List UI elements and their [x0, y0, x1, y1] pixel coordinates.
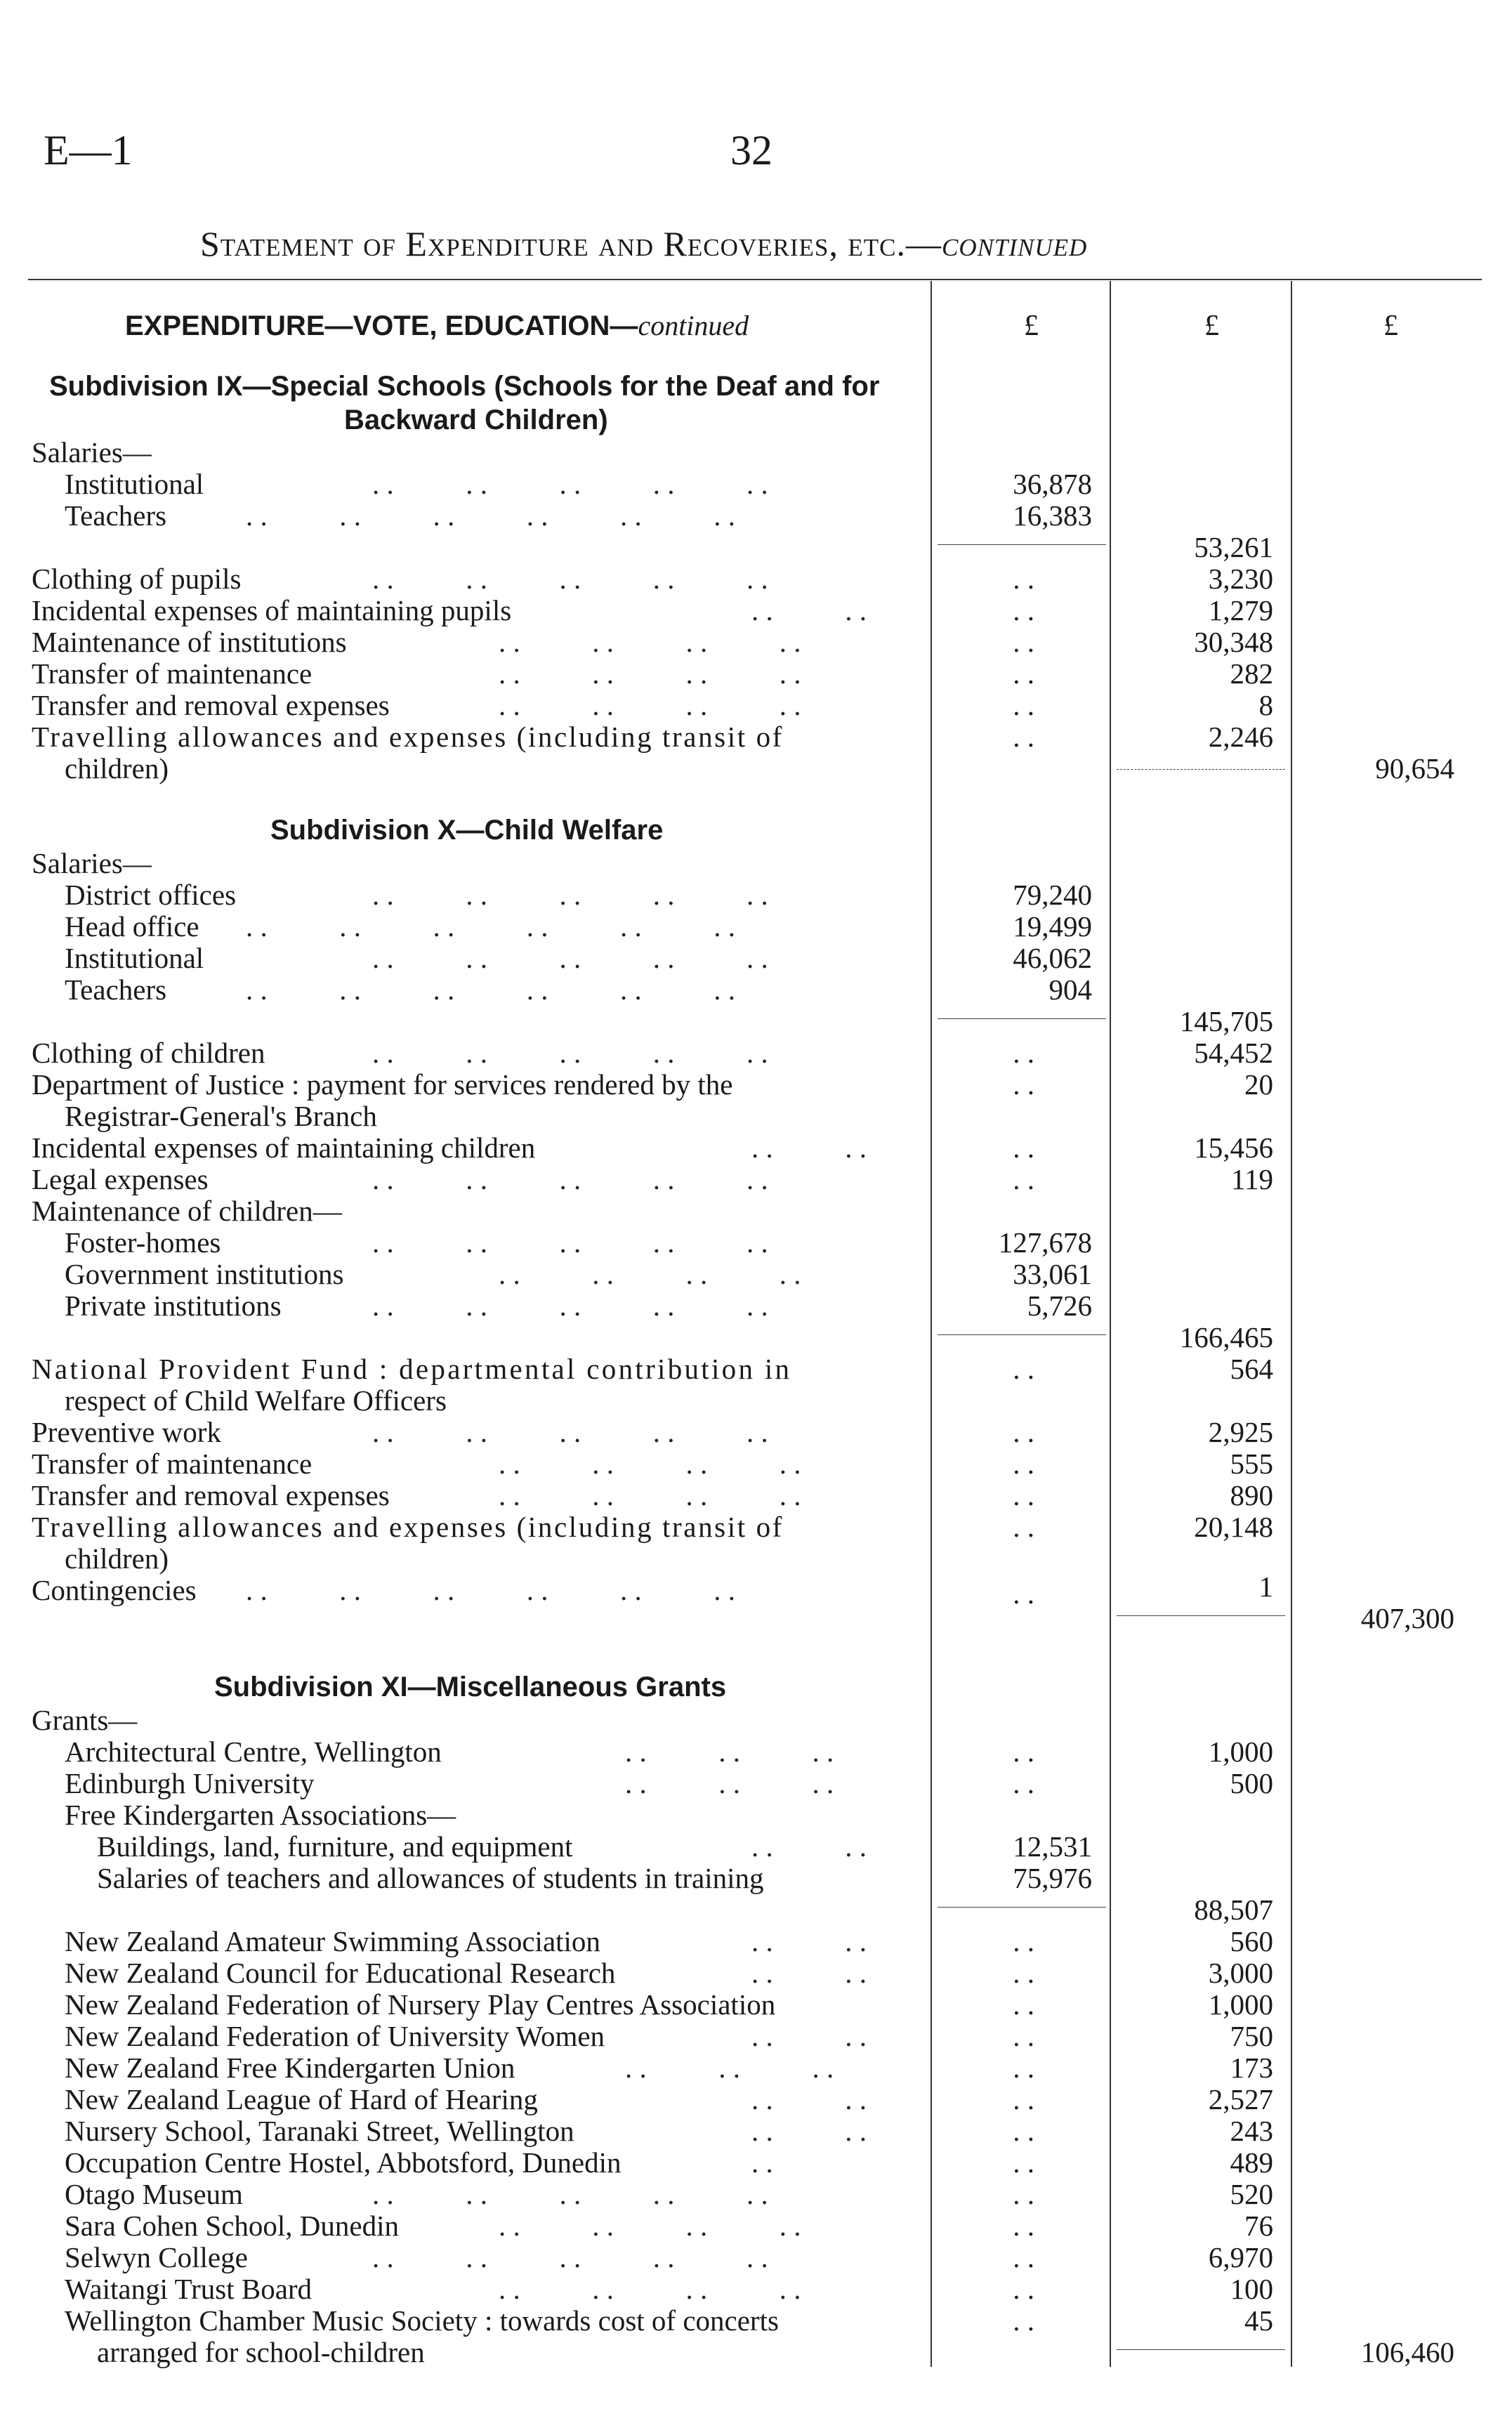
leader-dots: . . . . . . . . — [499, 2273, 801, 2305]
sub10-maint-total: 166,465 — [1179, 1321, 1273, 1353]
leader-dots: . . . . . . . . . . . . — [246, 1574, 735, 1606]
sub11-architectural-amount: 1,000 — [1208, 1735, 1273, 1768]
sub9-teachers-label: Teachers — [65, 499, 167, 532]
ditto-dots: . . — [1013, 721, 1034, 753]
sub11-selwyn-label: Selwyn College — [65, 2241, 248, 2273]
sub11-nursery-school-label: Nursery School, Taranaki Street, Wellington — [65, 2115, 574, 2147]
sub10-head-label: Head office — [65, 910, 199, 943]
sub11-occupation-label: Occupation Centre Hostel, Abbotsford, Dunedin — [65, 2146, 622, 2179]
sub10-legal-label: Legal expenses — [32, 1163, 209, 1195]
sub9-incidental-amount: 1,279 — [1208, 594, 1273, 626]
sub11-total: 106,460 — [1360, 2336, 1454, 2368]
sub10-government-amount: 33,061 — [1013, 1258, 1092, 1290]
ditto-dots: . . — [1013, 1957, 1034, 1989]
leader-dots: . . . . — [751, 1957, 867, 1989]
col-divider-2 — [1110, 281, 1111, 2367]
sub11-sara-amount: 76 — [1244, 2210, 1273, 2242]
sub11-edinburgh-amount: 500 — [1230, 1767, 1273, 1799]
ditto-dots: . . — [1013, 1577, 1034, 1610]
ditto-dots: . . — [1013, 1988, 1034, 2021]
sub10-contingencies-amount: 1 — [1258, 1570, 1273, 1603]
sub10-total: 407,300 — [1360, 1602, 1454, 1634]
sum-rule — [1117, 1615, 1285, 1616]
sub10-district-amount: 79,240 — [1013, 879, 1092, 911]
sum-rule — [938, 1018, 1106, 1019]
sub11-chamber-amount: 45 — [1244, 2304, 1273, 2337]
leader-dots: . . . . . . . . . . — [372, 879, 768, 911]
sub11-otago-label: Otago Museum — [65, 2178, 243, 2210]
page-title — [200, 223, 1087, 264]
column-heading-main: EXPENDITURE—VOTE, EDUCATION— — [125, 310, 638, 341]
sub10-foster-label: Foster-homes — [65, 1226, 221, 1259]
sub11-chamber-label-1: Wellington Chamber Music Society : towards cost of concerts — [65, 2304, 779, 2337]
leader-dots: . . . . . . . . . . — [372, 942, 768, 974]
sub9-salaries-label: Salaries— — [32, 436, 152, 468]
ditto-dots: . . — [1013, 2052, 1034, 2084]
sub10-preventive-label: Preventive work — [32, 1416, 221, 1448]
sub9-institutional-label: Institutional — [65, 468, 204, 500]
ditto-dots: . . — [1013, 1479, 1034, 1511]
leader-dots: . . . . . . . . . . — [372, 2178, 768, 2210]
leader-dots: . . . . . . . . . . — [372, 468, 768, 500]
sub9-clothing-amount: 3,230 — [1208, 563, 1273, 595]
sub9-incidental-label: Incidental expenses of maintaining pupils — [32, 594, 512, 626]
sub11-univ-women-amount: 750 — [1230, 2020, 1273, 2052]
sub10-teachers-label: Teachers — [65, 973, 167, 1006]
sub9-transfer-maint-amount: 282 — [1230, 657, 1273, 690]
ditto-dots: . . — [1013, 2146, 1034, 2179]
sub11-occupation-amount: 489 — [1230, 2146, 1273, 2179]
ditto-dots: . . — [1013, 2020, 1034, 2052]
sub10-transfer-maint-amount: 555 — [1230, 1448, 1273, 1480]
leader-dots: . . . . . . . . . . — [372, 563, 768, 595]
sub9-maintenance-amount: 30,348 — [1194, 626, 1273, 658]
sub11-salaries-teachers-label: Salaries of teachers and allowances of students in training — [97, 1862, 764, 1894]
sub9-transfer-removal-label: Transfer and removal expenses — [32, 689, 390, 721]
ditto-dots: . . — [1013, 594, 1034, 626]
ditto-dots: . . — [1013, 2304, 1034, 2337]
sub10-salaries-total: 145,705 — [1179, 1005, 1273, 1037]
ditto-dots: . . — [1013, 2210, 1034, 2242]
ditto-dots: . . — [1013, 1163, 1034, 1195]
ditto-dots: . . — [1013, 1735, 1034, 1768]
sub10-salaries-label: Salaries— — [32, 847, 152, 879]
sub10-teachers-amount: 904 — [1048, 973, 1092, 1006]
sub11-selwyn-amount: 6,970 — [1208, 2241, 1273, 2273]
top-rule — [28, 279, 1482, 280]
leader-dots: . . . . . . . . . . . . — [246, 910, 735, 943]
sub10-private-label: Private institutions — [65, 1289, 282, 1322]
leader-dots: . . . . — [751, 1925, 867, 1957]
ditto-dots: . . — [1013, 1511, 1034, 1543]
sub11-nursery-school-amount: 243 — [1230, 2115, 1273, 2147]
sub10-institutional-amount: 46,062 — [1013, 942, 1092, 974]
sub11-hard-hearing-label: New Zealand League of Hard of Hearing — [65, 2083, 538, 2115]
sub11-kindergarten-total: 88,507 — [1194, 1893, 1273, 1926]
sub11-hard-hearing-amount: 2,527 — [1208, 2083, 1273, 2115]
leader-dots: . . . . — [751, 2083, 867, 2115]
sum-rule — [938, 1334, 1106, 1335]
sub11-council-amount: 3,000 — [1208, 1957, 1273, 1989]
leader-dots: . . . . . . . . — [499, 1479, 801, 1511]
column-heading-cont: continued — [638, 310, 749, 341]
pound-col-1: £ — [1024, 310, 1039, 342]
sub10-transfer-maint-label: Transfer of maintenance — [32, 1448, 313, 1480]
ditto-dots: . . — [1013, 2241, 1034, 2273]
sub9-maintenance-label: Maintenance of institutions — [32, 626, 347, 658]
col-divider-1 — [931, 281, 932, 2367]
ditto-dots: . . — [1013, 2115, 1034, 2147]
sum-rule — [938, 1907, 1106, 1908]
pound-col-2: £ — [1204, 310, 1219, 342]
sub11-salaries-teachers-amount: 75,976 — [1013, 1862, 1092, 1894]
sub10-clothing-amount: 54,452 — [1194, 1037, 1273, 1069]
leader-dots: . . . . . . — [625, 2052, 834, 2084]
sub11-swimming-label: New Zealand Amateur Swimming Association — [65, 1925, 600, 1957]
sub9-heading-1: Subdivision IX—Special Schools (Schools for the Deaf and for — [49, 371, 880, 402]
sub10-institutional-label: Institutional — [65, 942, 204, 974]
sub11-waitangi-amount: 100 — [1230, 2273, 1273, 2305]
leader-dots: . . . . . . . . — [499, 1258, 801, 1290]
sub9-heading-2: Backward Children) — [344, 405, 608, 435]
sub10-provident-label-2: respect of Child Welfare Officers — [65, 1384, 447, 1417]
ditto-dots: . . — [1013, 657, 1034, 690]
sum-rule — [1117, 769, 1285, 770]
sub10-clothing-label: Clothing of children — [32, 1037, 265, 1069]
leader-dots: . . . . — [751, 1830, 867, 1863]
leader-dots: . . . . . . . . . . — [372, 1416, 768, 1448]
ditto-dots: . . — [1013, 1353, 1034, 1385]
page-section-code: E—1 — [44, 127, 133, 173]
ditto-dots: . . — [1013, 563, 1034, 595]
sub11-univ-women-label: New Zealand Federation of University Women — [65, 2020, 605, 2052]
ditto-dots: . . — [1013, 1416, 1034, 1448]
ditto-dots: . . — [1013, 1767, 1034, 1799]
sub11-free-kinder-label: New Zealand Free Kindergarten Union — [65, 2052, 515, 2084]
sub10-contingencies-label: Contingencies — [32, 1574, 197, 1606]
leader-dots: . . . . . . — [625, 1735, 834, 1768]
leader-dots: . . — [751, 2146, 773, 2179]
sub9-institutional-amount: 36,878 — [1013, 468, 1092, 500]
sub11-otago-amount: 520 — [1230, 2178, 1273, 2210]
sub9-total: 90,654 — [1375, 752, 1454, 785]
sub9-travelling-label-1: Travelling allowances and expenses (including transit of — [32, 721, 784, 753]
sub10-heading: Subdivision X—Child Welfare — [270, 815, 664, 846]
sub10-travelling-label-1: Travelling allowances and expenses (including transit of — [32, 1511, 784, 1543]
sub11-chamber-label-2: arranged for school-children — [97, 2336, 425, 2368]
leader-dots: . . . . . . . . . . — [372, 2241, 768, 2273]
sub10-travelling-amount: 20,148 — [1194, 1511, 1273, 1543]
sub10-provident-label-1: National Provident Fund : departmental contribution in — [32, 1353, 792, 1385]
sub11-free-kinder-amount: 173 — [1230, 2052, 1273, 2084]
leader-dots: . . . . . . . . . . . . — [246, 973, 735, 1006]
leader-dots: . . . . — [751, 1131, 867, 1164]
sub11-buildings-amount: 12,531 — [1013, 1830, 1092, 1863]
sub11-waitangi-label: Waitangi Trust Board — [65, 2273, 313, 2305]
sub10-justice-label-2: Registrar-General's Branch — [65, 1100, 377, 1132]
leader-dots: . . . . . . . . . . . . — [246, 499, 735, 532]
ditto-dots: . . — [1013, 1068, 1034, 1101]
leader-dots: . . . . . . . . . . — [372, 1163, 768, 1195]
sub10-travelling-label-2: children) — [65, 1542, 169, 1575]
ditto-dots: . . — [1013, 2178, 1034, 2210]
sub11-sara-label: Sara Cohen School, Dunedin — [65, 2210, 399, 2242]
sub10-incidental-label: Incidental expenses of maintaining children — [32, 1131, 536, 1164]
leader-dots: . . . . . . . . . . — [372, 1226, 768, 1259]
sub10-transfer-removal-amount: 890 — [1230, 1479, 1273, 1511]
sub10-justice-amount: 20 — [1244, 1068, 1273, 1101]
sub9-salaries-total: 53,261 — [1194, 531, 1273, 563]
sub10-head-amount: 19,499 — [1013, 910, 1092, 943]
title-continued: continued — [941, 224, 1088, 263]
ditto-dots: . . — [1013, 1925, 1034, 1957]
sub10-government-label: Government institutions — [65, 1258, 344, 1290]
ditto-dots: . . — [1013, 1037, 1034, 1069]
ditto-dots: . . — [1013, 2273, 1034, 2305]
col-divider-3 — [1291, 281, 1292, 2367]
ditto-dots: . . — [1013, 1131, 1034, 1164]
leader-dots: . . . . . . . . . . — [372, 1037, 768, 1069]
column-heading — [125, 309, 749, 342]
sub9-travelling-label-2: children) — [65, 752, 169, 785]
sub11-edinburgh-label: Edinburgh University — [65, 1767, 315, 1799]
leader-dots: . . . . . . . . — [499, 1448, 801, 1480]
sub11-kindergarten-label: Free Kindergarten Associations— — [65, 1799, 456, 1831]
leader-dots: . . . . . . . . — [499, 626, 801, 658]
sub10-provident-amount: 564 — [1230, 1353, 1273, 1385]
sub11-architectural-label: Architectural Centre, Wellington — [65, 1735, 442, 1768]
sub10-transfer-removal-label: Transfer and removal expenses — [32, 1479, 390, 1511]
sub9-teachers-amount: 16,383 — [1013, 499, 1092, 532]
sub11-swimming-amount: 560 — [1230, 1925, 1273, 1957]
sub10-private-amount: 5,726 — [1027, 1289, 1092, 1322]
sub10-incidental-amount: 15,456 — [1194, 1131, 1273, 1164]
leader-dots: . . . . . . . . — [499, 689, 801, 721]
ditto-dots: . . — [1013, 626, 1034, 658]
sub11-grants-label: Grants— — [32, 1704, 138, 1736]
leader-dots: . . . . — [751, 2020, 867, 2052]
leader-dots: . . . . . . . . . . — [372, 1289, 768, 1322]
ditto-dots: . . — [1013, 2083, 1034, 2115]
sub11-heading: Subdivision XI—Miscellaneous Grants — [214, 1672, 727, 1702]
sum-rule — [938, 544, 1106, 545]
sub11-council-label: New Zealand Council for Educational Research — [65, 1957, 616, 1989]
sub10-legal-amount: 119 — [1231, 1163, 1273, 1195]
sub11-nursery-fed-label: New Zealand Federation of Nursery Play Centres Association — [65, 1988, 776, 2021]
sub9-transfer-removal-amount: 8 — [1258, 689, 1273, 721]
sum-rule — [1117, 2349, 1285, 2350]
sub10-district-label: District offices — [65, 879, 237, 911]
leader-dots: . . . . — [751, 594, 867, 626]
sub11-nursery-fed-amount: 1,000 — [1208, 1988, 1273, 2021]
leader-dots: . . . . — [751, 2115, 867, 2147]
sub10-foster-amount: 127,678 — [998, 1226, 1092, 1259]
ditto-dots: . . — [1013, 1448, 1034, 1480]
leader-dots: . . . . . . . . — [499, 657, 801, 690]
sub10-preventive-amount: 2,925 — [1208, 1416, 1273, 1448]
sub9-transfer-maint-label: Transfer of maintenance — [32, 657, 313, 690]
sub10-justice-label-1: Department of Justice : payment for services rendered by the — [32, 1068, 733, 1101]
sub10-maint-children-label: Maintenance of children— — [32, 1195, 342, 1227]
sub9-clothing-label: Clothing of pupils — [32, 563, 242, 595]
title-main: Statement of Expenditure and Recoveries, etc.— — [200, 224, 942, 263]
sub11-buildings-label: Buildings, land, furniture, and equipment — [97, 1830, 573, 1863]
pound-col-3: £ — [1383, 310, 1398, 342]
page-number: 32 — [730, 127, 773, 173]
ditto-dots: . . — [1013, 689, 1034, 721]
leader-dots: . . . . . . — [625, 1767, 834, 1799]
sub9-travelling-amount: 2,246 — [1208, 721, 1273, 753]
leader-dots: . . . . . . . . — [499, 2210, 801, 2242]
